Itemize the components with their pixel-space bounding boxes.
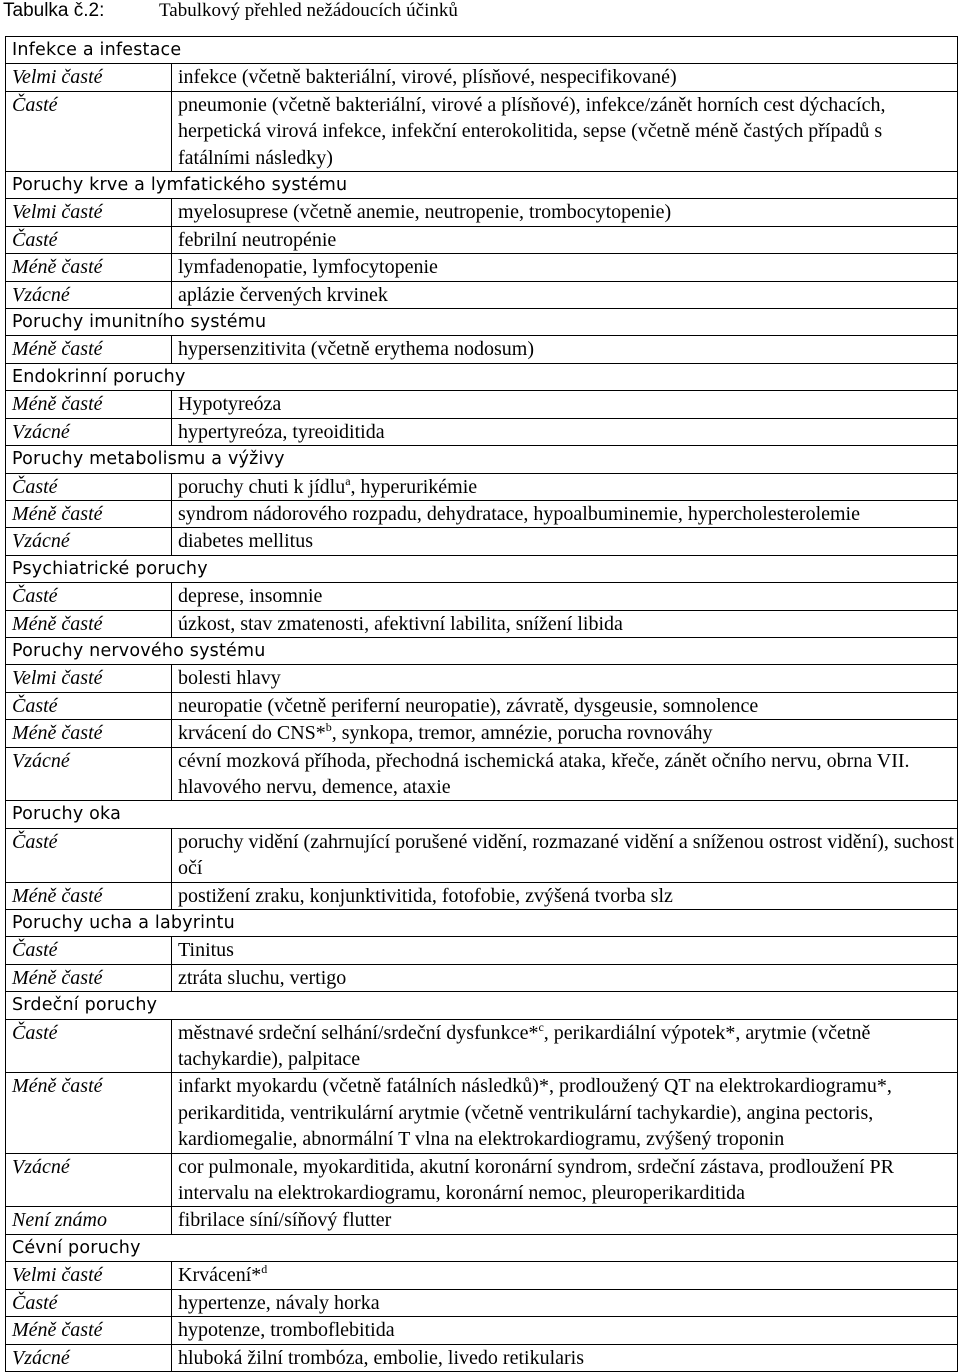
effects-cell bbox=[172, 1289, 958, 1316]
footnote-marker: b bbox=[325, 720, 332, 735]
table-row bbox=[6, 1289, 958, 1316]
table-row bbox=[6, 64, 958, 91]
table-row bbox=[6, 500, 958, 527]
effects-text: úzkost, stav zmatenosti, afektivní labilita, snížení libida bbox=[178, 612, 623, 635]
effects-cell bbox=[172, 747, 958, 801]
section-header-row bbox=[6, 446, 958, 473]
effects-text: bolesti hlavy bbox=[178, 667, 281, 690]
section-title: Poruchy imunitního systému bbox=[6, 309, 958, 336]
effects-text: aplázie červených krvinek bbox=[178, 283, 388, 306]
effects-cell bbox=[172, 692, 958, 719]
section-title: Poruchy metabolismu a výživy bbox=[6, 446, 958, 473]
table-row bbox=[6, 692, 958, 719]
effects-text: myelosuprese (včetně anemie, neutropenie, trombocytopenie) bbox=[178, 201, 672, 224]
table-row bbox=[6, 1207, 958, 1234]
effects-text: hypotenze, tromboflebitida bbox=[178, 1319, 395, 1342]
frequency-cell: Vzácné bbox=[6, 528, 172, 555]
table-row bbox=[6, 199, 958, 226]
effects-cell bbox=[172, 473, 958, 500]
section-title: Endokrinní poruchy bbox=[6, 363, 958, 390]
effects-cell bbox=[172, 1073, 958, 1153]
effects-text: hypersenzitivita (včetně erythema nodosum) bbox=[178, 338, 534, 361]
section-title: Poruchy ucha a labyrintu bbox=[6, 910, 958, 937]
effects-cell bbox=[172, 1207, 958, 1234]
table-row bbox=[6, 226, 958, 253]
section-header-row bbox=[6, 637, 958, 664]
frequency-cell: Vzácné bbox=[6, 418, 172, 445]
effects-cell bbox=[172, 91, 958, 171]
section-title: Srdeční poruchy bbox=[6, 992, 958, 1019]
effects-text: febrilní neutropénie bbox=[178, 228, 337, 251]
section-title: Poruchy krve a lymfatického systému bbox=[6, 172, 958, 199]
section-title: Cévní poruchy bbox=[6, 1234, 958, 1261]
table-row bbox=[6, 1262, 958, 1289]
section-header-row bbox=[6, 363, 958, 390]
frequency-cell: Časté bbox=[6, 1019, 172, 1073]
frequency-cell: Méně časté bbox=[6, 1317, 172, 1344]
section-title: Infekce a infestace bbox=[6, 37, 958, 64]
table-row bbox=[6, 528, 958, 555]
effects-cell bbox=[172, 720, 958, 747]
table-row bbox=[6, 583, 958, 610]
effects-text: lymfadenopatie, lymfocytopenie bbox=[178, 256, 438, 279]
table-row bbox=[6, 254, 958, 281]
table-row bbox=[6, 610, 958, 637]
effects-cell bbox=[172, 226, 958, 253]
effects-text: fibrilace síní/síňový flutter bbox=[178, 1209, 392, 1232]
section-header-row bbox=[6, 37, 958, 64]
effects-text-continued: , perikardiální výpotek*, arytmie (včetně tachykardie), palpitace bbox=[178, 1021, 871, 1071]
adverse-effects-table bbox=[5, 36, 958, 1372]
effects-cell bbox=[172, 882, 958, 909]
table-row bbox=[6, 1317, 958, 1344]
effects-cell bbox=[172, 418, 958, 445]
footnote-marker: c bbox=[538, 1019, 544, 1034]
frequency-cell: Časté bbox=[6, 226, 172, 253]
effects-cell bbox=[172, 64, 958, 91]
effects-text: poruchy chuti k jídlu bbox=[178, 475, 346, 498]
effects-cell bbox=[172, 610, 958, 637]
effects-text: Hypotyreóza bbox=[178, 393, 282, 416]
section-header-row bbox=[6, 992, 958, 1019]
frequency-cell: Vzácné bbox=[6, 1344, 172, 1371]
effects-text: Krvácení* bbox=[178, 1264, 262, 1287]
effects-text: krvácení do CNS* bbox=[178, 722, 326, 745]
effects-text: diabetes mellitus bbox=[178, 530, 313, 553]
frequency-cell: Méně časté bbox=[6, 720, 172, 747]
frequency-cell: Časté bbox=[6, 1289, 172, 1316]
table-row bbox=[6, 964, 958, 991]
table-row bbox=[6, 391, 958, 418]
effects-text: ztráta sluchu, vertigo bbox=[178, 966, 347, 989]
table-row bbox=[6, 1019, 958, 1073]
section-header-row bbox=[6, 309, 958, 336]
frequency-cell: Velmi časté bbox=[6, 665, 172, 692]
effects-cell bbox=[172, 964, 958, 991]
section-header-row bbox=[6, 1234, 958, 1261]
section-title: Poruchy nervového systému bbox=[6, 637, 958, 664]
effects-text: cévní mozková příhoda, přechodná ischemická ataka, křeče, zánět očního nervu, obrna VII. hlavového nervu, demence, ataxie bbox=[178, 749, 910, 798]
table-row bbox=[6, 418, 958, 445]
effects-text: syndrom nádorového rozpadu, dehydratace, hypoalbuminemie, hypercholesterolemie bbox=[178, 502, 860, 525]
effects-cell bbox=[172, 254, 958, 281]
effects-text: pneumonie (včetně bakteriální, virové a plísňové), infekce/zánět horních cest dýchacích, herpetická virová infekce, infekční enterokolitida, sepse (včetně méně častých případů s fatálními následky) bbox=[178, 93, 886, 169]
frequency-cell: Méně časté bbox=[6, 254, 172, 281]
frequency-cell: Méně časté bbox=[6, 500, 172, 527]
effects-cell bbox=[172, 1153, 958, 1207]
section-header-row bbox=[6, 555, 958, 582]
table-row bbox=[6, 473, 958, 500]
effects-cell bbox=[172, 336, 958, 363]
table-row bbox=[6, 882, 958, 909]
effects-cell bbox=[172, 281, 958, 308]
frequency-cell: Méně časté bbox=[6, 1073, 172, 1153]
effects-text: hypertyreóza, tyreoiditida bbox=[178, 420, 385, 443]
effects-text: cor pulmonale, myokarditida, akutní koronární syndrom, srdeční zástava, prodloužení PR intervalu na elektrokardiogramu, koronární nemoc, pleuroperikarditida bbox=[178, 1155, 894, 1205]
effects-cell bbox=[172, 937, 958, 964]
effects-cell bbox=[172, 1317, 958, 1344]
effects-cell bbox=[172, 528, 958, 555]
frequency-cell: Velmi časté bbox=[6, 199, 172, 226]
footnote-marker: a bbox=[345, 473, 351, 488]
effects-cell bbox=[172, 391, 958, 418]
effects-text: infekce (včetně bakteriální, virové, plísňové, nespecifikované) bbox=[178, 66, 677, 89]
section-header-row bbox=[6, 801, 958, 828]
adverse-effects-table-body bbox=[6, 37, 958, 1372]
effects-text: hypertenze, návaly horka bbox=[178, 1291, 380, 1314]
frequency-cell: Méně časté bbox=[6, 336, 172, 363]
effects-text: městnavé srdeční selhání/srdeční dysfunkce* bbox=[178, 1021, 539, 1044]
frequency-cell: Časté bbox=[6, 828, 172, 882]
effects-cell bbox=[172, 828, 958, 882]
effects-cell bbox=[172, 1344, 958, 1371]
frequency-cell: Časté bbox=[6, 937, 172, 964]
table-row bbox=[6, 747, 958, 801]
frequency-cell: Méně časté bbox=[6, 391, 172, 418]
effects-text-continued: , hyperurikémie bbox=[350, 475, 478, 498]
table-row bbox=[6, 665, 958, 692]
frequency-cell: Není známo bbox=[6, 1207, 172, 1234]
table-row bbox=[6, 1073, 958, 1153]
frequency-cell: Velmi časté bbox=[6, 1262, 172, 1289]
frequency-cell: Méně časté bbox=[6, 882, 172, 909]
effects-text: neuropatie (včetně periferní neuropatie), závratě, dysgeusie, somnolence bbox=[178, 694, 759, 717]
table-row bbox=[6, 91, 958, 171]
effects-cell bbox=[172, 583, 958, 610]
caption-title: Tabulkový přehled nežádoucích účinků bbox=[159, 0, 458, 21]
effects-text-continued: , synkopa, tremor, amnézie, porucha rovnováhy bbox=[331, 722, 713, 745]
frequency-cell: Časté bbox=[6, 692, 172, 719]
effects-text: hluboká žilní trombóza, embolie, livedo retikularis bbox=[178, 1346, 585, 1369]
frequency-cell: Méně časté bbox=[6, 610, 172, 637]
table-row bbox=[6, 336, 958, 363]
effects-cell bbox=[172, 199, 958, 226]
effects-text: infarkt myokardu (včetně fatálních následků)*, prodloužený QT na elektrokardiogramu*, perikarditida, ventrikulární arytmie (včetně ventrikulární tachykardie), angina pectoris, kardiomegalie, abnormální T vlna na elektrokardiogramu, zvýšený troponin bbox=[178, 1075, 892, 1151]
caption-label: Tabulka č.2: bbox=[3, 0, 105, 21]
effects-cell bbox=[172, 1262, 958, 1289]
frequency-cell: Časté bbox=[6, 91, 172, 171]
frequency-cell: Méně časté bbox=[6, 964, 172, 991]
section-header-row bbox=[6, 172, 958, 199]
frequency-cell: Vzácné bbox=[6, 281, 172, 308]
section-header-row bbox=[6, 910, 958, 937]
effects-text: postižení zraku, konjunktivitida, fotofobie, zvýšená tvorba slz bbox=[178, 884, 673, 907]
frequency-cell: Vzácné bbox=[6, 747, 172, 801]
table-caption bbox=[3, 0, 458, 26]
section-title: Psychiatrické poruchy bbox=[6, 555, 958, 582]
effects-cell bbox=[172, 665, 958, 692]
table-row bbox=[6, 1344, 958, 1371]
table-row bbox=[6, 937, 958, 964]
table-row bbox=[6, 828, 958, 882]
effects-text: poruchy vidění (zahrnující porušené vidění, rozmazané vidění a sníženou ostrost vidění), suchost očí bbox=[178, 830, 954, 880]
effects-cell bbox=[172, 500, 958, 527]
frequency-cell: Velmi časté bbox=[6, 64, 172, 91]
table-row bbox=[6, 720, 958, 747]
section-title: Poruchy oka bbox=[6, 801, 958, 828]
frequency-cell: Vzácné bbox=[6, 1153, 172, 1207]
frequency-cell: Časté bbox=[6, 583, 172, 610]
effects-text: deprese, insomnie bbox=[178, 585, 323, 608]
frequency-cell: Časté bbox=[6, 473, 172, 500]
footnote-marker: d bbox=[261, 1262, 268, 1277]
table-row bbox=[6, 1153, 958, 1207]
table-row bbox=[6, 281, 958, 308]
effects-text: Tinitus bbox=[178, 939, 234, 962]
effects-cell bbox=[172, 1019, 958, 1073]
